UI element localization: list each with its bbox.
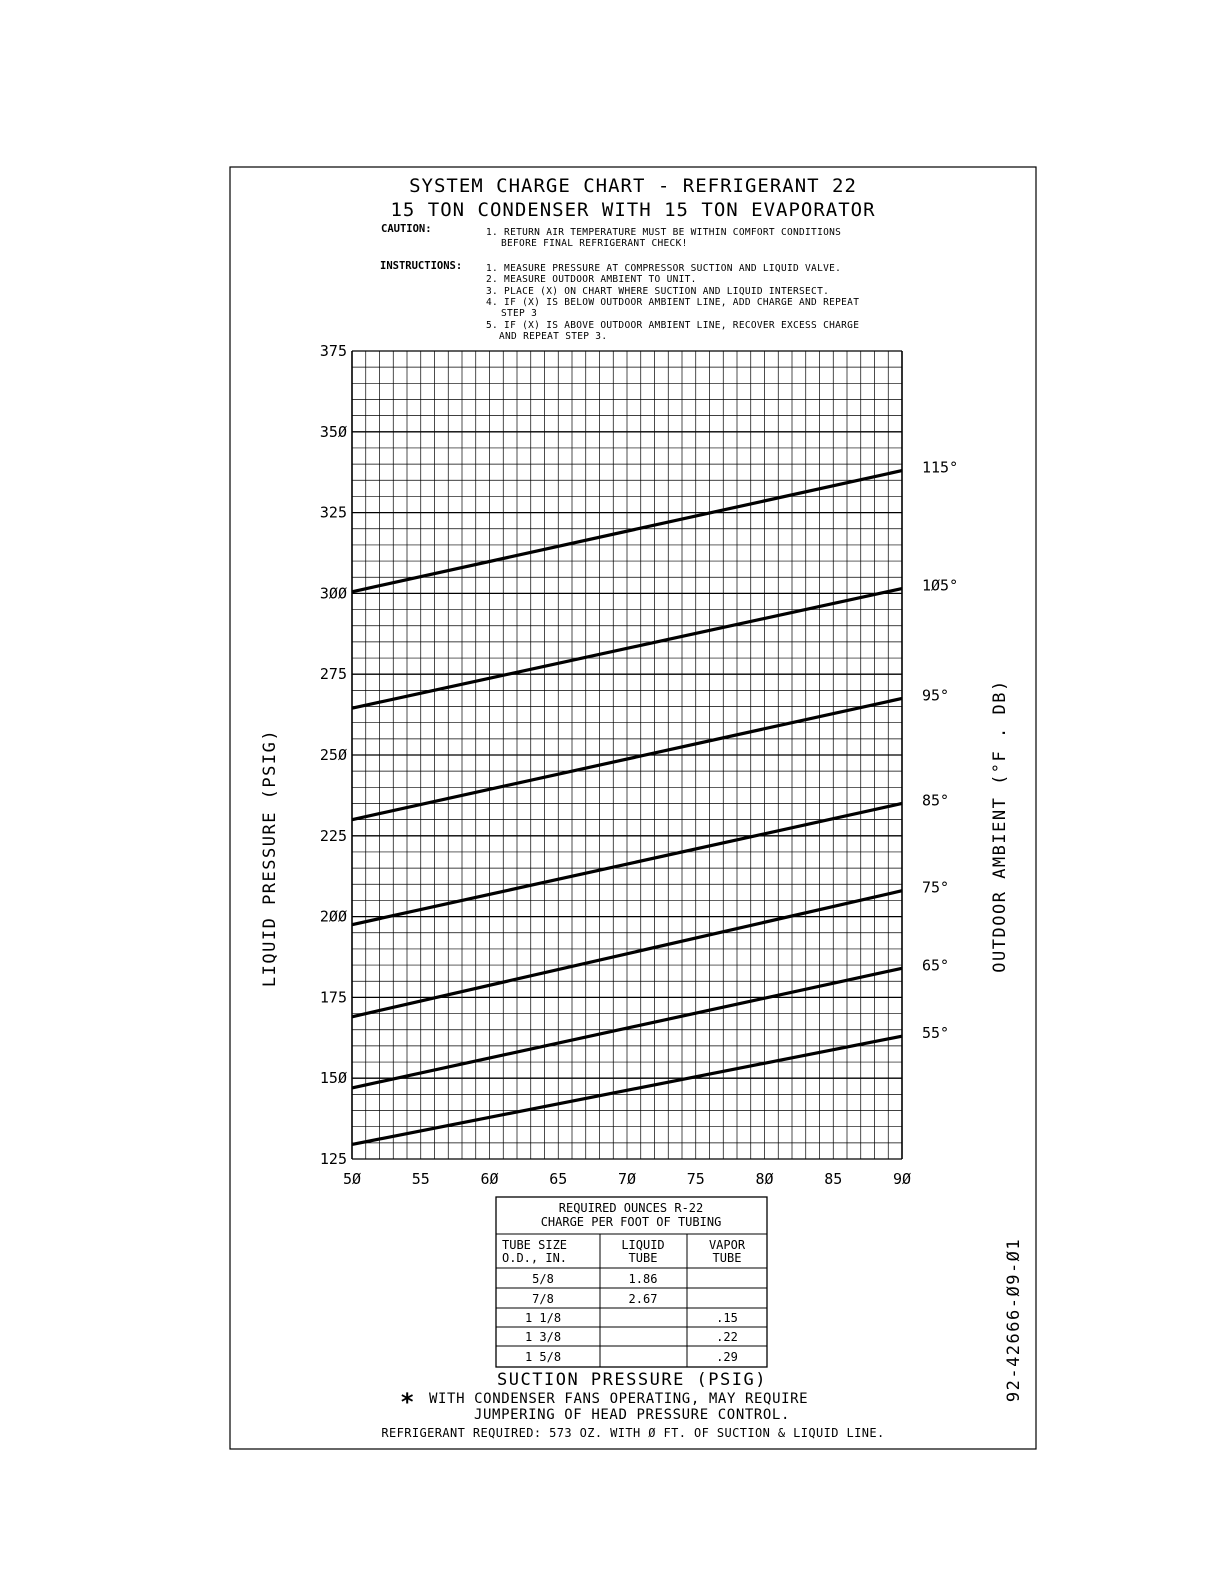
refrigerant-required-note: REFRIGERANT REQUIRED: 573 OZ. WITH Ø FT. OF SUCTION & LIQUID LINE. [381, 1426, 885, 1440]
chart-title-line-1: SYSTEM CHARGE CHART - REFRIGERANT 22 [409, 175, 857, 197]
header-liquid: LIQUID [621, 1238, 665, 1252]
document-number: 92-42666-Ø9-Ø1 [1004, 1237, 1024, 1403]
ambient-label-2: 1Ø5° [922, 576, 959, 595]
instruction-line-4b: STEP 3 [501, 308, 538, 319]
y-tick-label: 2ØØ [319, 907, 347, 926]
instruction-line-1: 1. MEASURE PRESSURE AT COMPRESSOR SUCTION AND LIQUID VALVE. [486, 263, 842, 274]
header-liquid-tube: TUBE [628, 1251, 658, 1265]
y-tick-label: 35Ø [319, 422, 347, 441]
footer-note-line-2: JUMPERING OF HEAD PRESSURE CONTROL. [473, 1407, 791, 1423]
x-tick-labels [343, 1170, 911, 1188]
ambient-label-4: 85° [922, 791, 950, 810]
ambient-label-1: 115° [922, 458, 959, 477]
y-tick-label: 175 [319, 988, 347, 1007]
x-tick-label: 5Ø [342, 1170, 362, 1188]
ambient-label-5: 75° [922, 878, 950, 897]
table-row-1-liquid: 1.86 [628, 1272, 658, 1286]
x-axis-label: SUCTION PRESSURE (PSIG) [497, 1370, 767, 1390]
y-tick-label: 125 [319, 1150, 347, 1168]
instruction-line-5: 5. IF (X) IS ABOVE OUTDOOR AMBIENT LINE, RECOVER EXCESS CHARGE [486, 320, 860, 331]
tubing-charge-table [496, 1197, 767, 1367]
y-tick-label: 275 [319, 665, 347, 684]
instruction-line-2: 2. MEASURE OUTDOOR AMBIENT TO UNIT. [486, 274, 697, 285]
instructions-label: INSTRUCTIONS: [380, 260, 463, 272]
y-tick-label: 325 [319, 503, 347, 522]
caution-label: CAUTION: [381, 223, 432, 235]
table-row-1-size: 5/8 [532, 1272, 554, 1286]
x-tick-label: 8Ø [755, 1170, 774, 1188]
y-tick-label: 3ØØ [319, 584, 347, 603]
y-tick-label: 375 [319, 342, 347, 360]
table-title-line-1: REQUIRED OUNCES R-22 [558, 1201, 704, 1215]
instruction-line-3: 3. PLACE (X) ON CHART WHERE SUCTION AND LIQUID INTERSECT. [486, 286, 830, 297]
ambient-label-7: 55° [922, 1024, 950, 1043]
caution-line-2: BEFORE FINAL REFRIGERANT CHECK! [501, 238, 688, 249]
x-tick-label: 55 [411, 1170, 430, 1188]
table-row-2-size: 7/8 [532, 1292, 554, 1306]
table-title-line-2: CHARGE PER FOOT OF TUBING [540, 1215, 722, 1229]
x-tick-label: 7Ø [617, 1170, 637, 1188]
y-axis-label: LIQUID PRESSURE (PSIG) [260, 728, 280, 988]
table-row-2-liquid: 2.67 [628, 1292, 658, 1306]
instruction-line-5b: AND REPEAT STEP 3. [499, 331, 608, 342]
y-tick-label: 25Ø [319, 746, 347, 764]
table-row-4-size: 1 3/8 [524, 1330, 562, 1344]
chart-grid [352, 351, 902, 1159]
y-tick-labels [320, 342, 347, 1168]
header-od-in: O.D., IN. [502, 1251, 568, 1265]
caution-line-1: 1. RETURN AIR TEMPERATURE MUST BE WITHIN COMFORT CONDITIONS [486, 227, 842, 238]
header-vapor-tube: TUBE [712, 1251, 742, 1265]
ambient-label-3: 95° [922, 686, 950, 705]
x-tick-label: 65 [549, 1170, 568, 1188]
table-row-5-size: 1 5/8 [524, 1350, 562, 1364]
asterisk-note-marker: * [400, 1388, 415, 1416]
x-tick-label: 6Ø [480, 1170, 499, 1188]
series-labels [922, 459, 958, 1043]
table-row-3-size: 1 1/8 [524, 1311, 562, 1325]
x-tick-label: 85 [824, 1170, 843, 1188]
y2-axis-label: OUTDOOR AMBIENT (°F . DB) [990, 679, 1010, 973]
x-tick-label: 9Ø [892, 1170, 912, 1188]
table-row-5-vapor: .29 [716, 1350, 738, 1364]
x-tick-label: 75 [686, 1170, 705, 1188]
ambient-label-6: 65° [922, 956, 950, 975]
y-tick-label: 225 [319, 826, 347, 845]
table-row-4-vapor: .22 [716, 1330, 738, 1344]
header-tube-size: TUBE SIZE [502, 1238, 568, 1252]
instruction-line-4: 4. IF (X) IS BELOW OUTDOOR AMBIENT LINE, ADD CHARGE AND REPEAT [486, 297, 860, 308]
header-vapor: VAPOR [708, 1238, 746, 1252]
chart-title-line-2: 15 TON CONDENSER WITH 15 TON EVAPORATOR [390, 199, 876, 221]
footer-note-line-1: WITH CONDENSER FANS OPERATING, MAY REQUIRE [429, 1391, 809, 1407]
y-tick-label: 15Ø [319, 1069, 347, 1088]
table-row-3-vapor: .15 [716, 1311, 738, 1325]
